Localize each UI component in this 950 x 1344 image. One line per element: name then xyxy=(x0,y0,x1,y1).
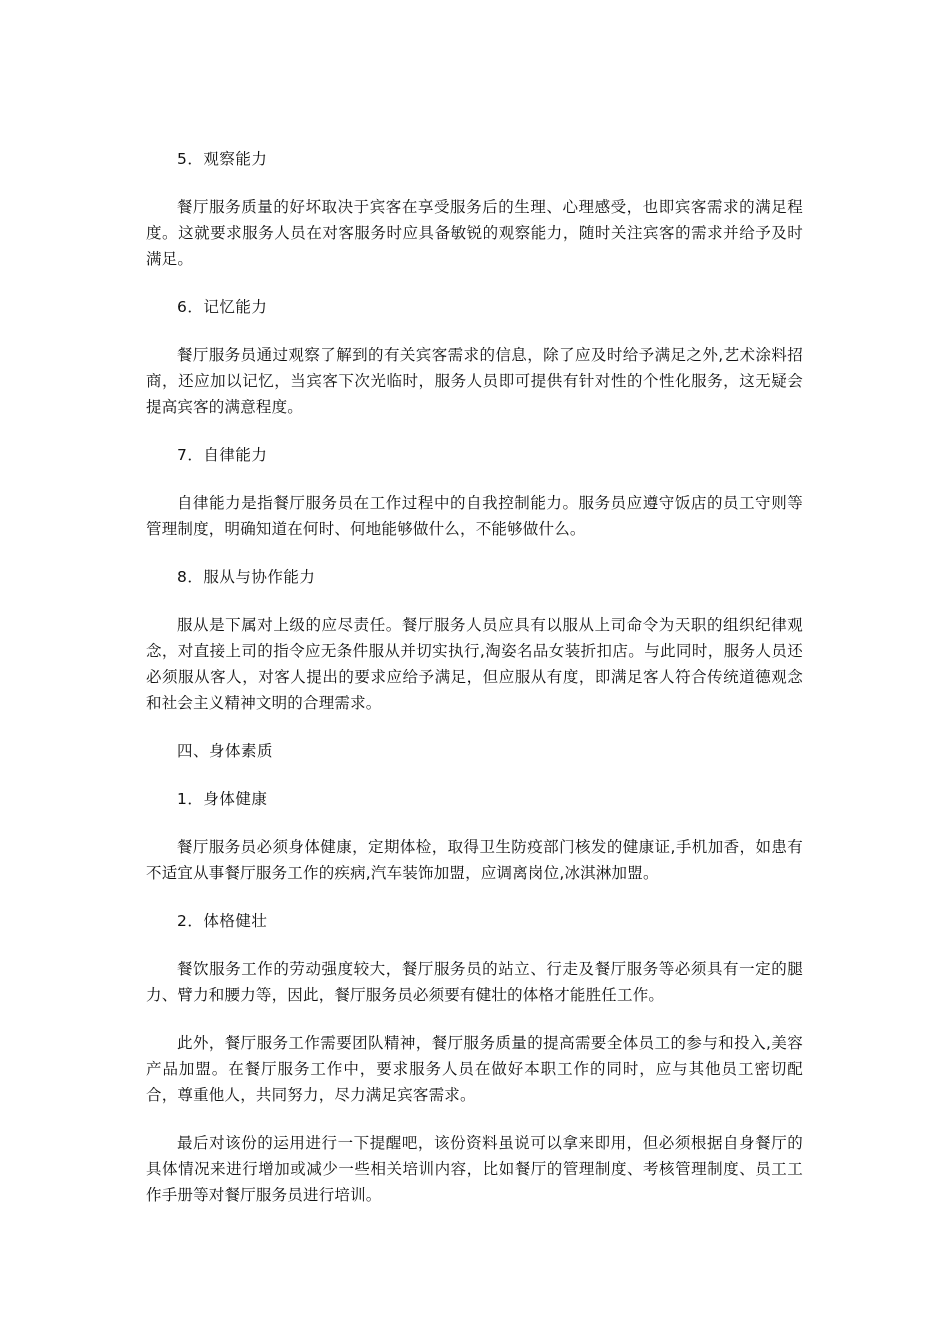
section-heading-memory: 6．记忆能力 xyxy=(177,298,268,316)
section-heading-observation: 5．观察能力 xyxy=(177,150,268,168)
section-heading-self-discipline: 7．自律能力 xyxy=(177,446,268,464)
document-body xyxy=(146,146,803,1230)
section-heading-obedience: 8．服从与协作能力 xyxy=(177,568,316,586)
chapter-heading-physical: 四、身体素质 xyxy=(177,742,274,760)
paragraph-teamwork: 此外，餐厅服务工作需要团队精神，餐厅服务质量的提高需要全体员工的参与和投入,美容产品加盟。在餐厅服务工作中，要求服务人员在做好本职工作的同时，应与其他员工密切配合，尊重他人，共同努力，尽力满足宾客需求。 xyxy=(146,1034,803,1104)
paragraph-health: 餐厅服务员必须身体健康，定期体检，取得卫生防疫部门核发的健康证,手机加香，如患有不适宜从事餐厅服务工作的疾病,汽车装饰加盟，应调离岗位,冰淇淋加盟。 xyxy=(146,838,803,882)
paragraph-physique: 餐饮服务工作的劳动强度较大，餐厅服务员的站立、行走及餐厅服务等必须具有一定的腿力、臂力和腰力等，因此，餐厅服务员必须要有健壮的体格才能胜任工作。 xyxy=(146,960,803,1004)
section-heading-physique: 2．体格健壮 xyxy=(177,912,268,930)
paragraph-closing: 最后对该份的运用进行一下提醒吧，该份资料虽说可以拿来即用，但必须根据自身餐厅的具体情况来进行增加或减少一些相关培训内容，比如餐厅的管理制度、考核管理制度、员工工作手册等对餐厅服务员进行培训。 xyxy=(146,1134,803,1204)
section-heading-health: 1．身体健康 xyxy=(177,790,268,808)
paragraph-observation: 餐厅服务质量的好坏取决于宾客在享受服务后的生理、心理感受，也即宾客需求的满足程度。这就要求服务人员在对客服务时应具备敏锐的观察能力，随时关注宾客的需求并给予及时满足。 xyxy=(146,198,803,268)
paragraph-memory: 餐厅服务员通过观察了解到的有关宾客需求的信息，除了应及时给予满足之外,艺术涂料招商，还应加以记忆，当宾客下次光临时，服务人员即可提供有针对性的个性化服务，这无疑会提高宾客的满意程度。 xyxy=(146,346,803,416)
paragraph-self-discipline: 自律能力是指餐厅服务员在工作过程中的自我控制能力。服务员应遵守饭店的员工守则等管理制度，明确知道在何时、何地能够做什么，不能够做什么。 xyxy=(146,494,803,538)
paragraph-obedience: 服从是下属对上级的应尽责任。餐厅服务人员应具有以服从上司命令为天职的组织纪律观念，对直接上司的指令应无条件服从并切实执行,淘姿名品女装折扣店。与此同时，服务人员还必须服从客人，对客人提出的要求应给予满足，但应服从有度，即满足客人符合传统道德观念和社会主义精神文明的合理需求。 xyxy=(146,616,803,712)
